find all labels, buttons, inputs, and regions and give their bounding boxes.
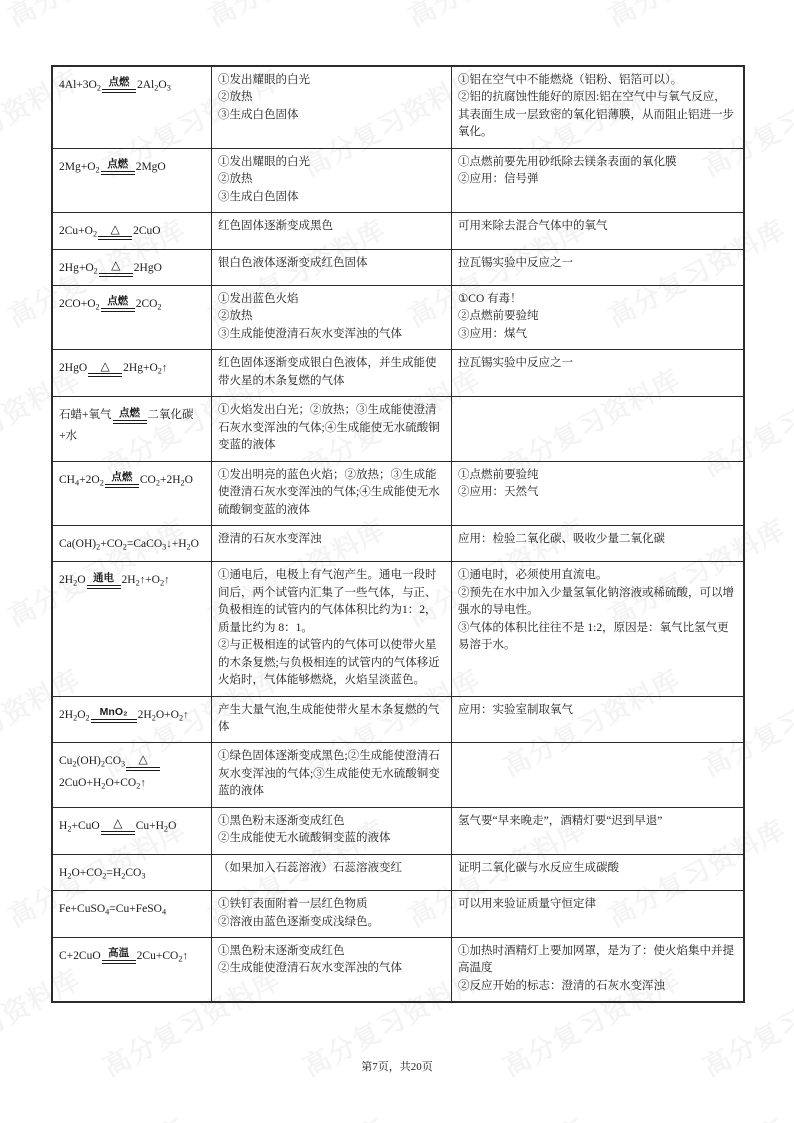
phenomenon-line: ③生成白色固体: [218, 108, 299, 121]
note-line: ①点燃前要验纯: [458, 468, 539, 481]
note-line: 可以用来验证质量守恒定律: [458, 898, 596, 911]
phenomenon-line: ①绿色固体逐渐变成黑色;②生成能使澄清石灰水变浑浊的气体;③生成能使无水硫酸铜变蓝的液体: [218, 750, 440, 798]
note-cell: [452, 807, 744, 854]
note-line: 拉瓦锡实验中反应之一: [458, 256, 573, 269]
phenomenon-line: ②溶液由蓝色逐渐变成浅绿色。: [218, 915, 379, 928]
phenomenon-line: ①黑色粉末逐渐变成红色: [218, 945, 345, 957]
table-row: [53, 807, 744, 854]
note-cell: [452, 67, 744, 149]
note-cell: [452, 696, 744, 743]
note-line: ①加热时酒精灯上要加网罩，是为了：使火焰集中并提高温度: [458, 945, 734, 975]
equation-cell: [53, 350, 212, 397]
table-row: [53, 285, 744, 349]
phenomenon-cell: [212, 891, 452, 938]
reaction-condition: 点燃: [101, 159, 135, 175]
equation-cell: [53, 891, 212, 938]
note-line: ②预先在水中加入少量氢氧化钠溶液或稀硫酸，可以增强水的导电性。: [458, 586, 734, 617]
table-row: [53, 148, 744, 212]
table-row: [53, 854, 744, 890]
reaction-equation: $4Al+3O_2$ 点燃 $2Al_2O_3$: [59, 76, 171, 93]
phenomenon-cell: [212, 148, 452, 212]
phenomenon-cell: [212, 696, 452, 743]
phenomenon-line: ①发出明亮的蓝色火焰；②放热；③生成能使澄清石灰水变浑浊的气体;④生成能使无水硫酸铜变蓝的液体: [218, 468, 440, 516]
phenomenon-line: 红色固体逐渐变成银白色液体，并生成能使带火星的木条复燃的气体: [218, 357, 437, 387]
note-cell: [452, 938, 744, 1002]
phenomenon-cell: [212, 67, 452, 149]
table-row: [53, 213, 744, 249]
table-row: [53, 525, 744, 561]
reaction-condition: △: [88, 360, 122, 378]
phenomenon-line: ①黑色粉末逐渐变成红色: [218, 814, 345, 827]
reaction-equation: $H_2O+CO_2=H_2CO_3$: [59, 866, 146, 881]
phenomenon-line: ①发出耀眼的白光: [218, 155, 310, 168]
equation-cell: [53, 67, 212, 149]
phenomenon-line: ①铁钉表面附着一层红色物质: [218, 898, 368, 911]
phenomenon-cell: [212, 461, 452, 525]
table-row: [53, 461, 744, 525]
note-cell: [452, 350, 744, 397]
reaction-condition: △: [126, 753, 160, 771]
phenomenon-cell: [212, 213, 452, 249]
phenomenon-line: ②生成能使无水硫酸铜变蓝的液体: [218, 832, 391, 845]
note-cell: [452, 397, 744, 461]
phenomenon-cell: [212, 938, 452, 1002]
reaction-condition: MnO₂: [91, 707, 137, 723]
table-row: [53, 696, 744, 743]
equation-cell: [53, 213, 212, 249]
note-cell: [452, 562, 744, 696]
reaction-equation: 2HgO △ $2Hg+O_2↑$: [59, 358, 168, 376]
table-row: [53, 891, 744, 938]
note-line: 应用：实验室制取氧气: [458, 703, 573, 716]
note-line: ①CO 有毒！: [458, 292, 522, 305]
phenomenon-cell: [212, 854, 452, 890]
reaction-condition: 高温: [102, 948, 136, 964]
equation-cell: [53, 562, 212, 696]
phenomenon-line: ②生成能使澄清石灰水变浑浊的气体: [218, 962, 402, 975]
reaction-equation: $2Cu+O_2$ △ 2CuO: [59, 221, 161, 239]
note-line: ①铝在空气中不能燃烧（铝粉、铝箔可以）。: [458, 74, 683, 86]
note-line: ③气体的体积比往往不是 1:2，原因是：氧气比氢气更易溶于水。: [458, 621, 729, 652]
phenomenon-line: ②放热: [218, 173, 253, 186]
phenomenon-cell: [212, 562, 452, 696]
phenomenon-line: ①发出蓝色火焰: [218, 292, 299, 305]
note-cell: [452, 148, 744, 212]
note-line: 拉瓦锡实验中反应之一: [458, 357, 573, 370]
equation-cell: [53, 285, 212, 349]
table-row: [53, 397, 744, 461]
note-line: ②应用：天然气: [458, 486, 539, 499]
note-cell: [452, 213, 744, 249]
equation-cell: [53, 525, 212, 561]
phenomenon-line: ①发出耀眼的白光: [218, 74, 310, 86]
note-cell: [452, 891, 744, 938]
phenomenon-cell: [212, 397, 452, 461]
table-row: [53, 938, 744, 1002]
reaction-equation: $CH_4+2O_2$ 点燃 $CO_2+2H_2O$: [59, 470, 193, 487]
phenomenon-line: 银白色液体逐渐变成红色固体: [218, 256, 368, 269]
phenomenon-line: 红色固体逐渐变成黑色: [218, 220, 333, 233]
phenomenon-cell: [212, 807, 452, 854]
phenomenon-line: 澄清的石灰水变浑浊: [218, 532, 322, 545]
reaction-condition: 点燃: [105, 472, 139, 488]
phenomenon-cell: [212, 743, 452, 807]
reaction-condition: 点燃: [102, 77, 136, 93]
note-line: 可用来除去混合气体中的氧气: [458, 220, 608, 233]
phenomenon-line: ②放热: [218, 310, 253, 323]
phenomenon-line: ③生成能使澄清石灰水变浑浊的气体: [218, 327, 402, 340]
reaction-equation: $Cu_2(OH)_2CO_3$ △ $2CuO+H_2O+CO_2↑$: [59, 751, 205, 794]
chemical-reactions-table: [52, 66, 744, 1002]
note-line: 应用：检验二氧化碳、吸收少量二氧化碳: [458, 532, 665, 545]
phenomenon-cell: [212, 249, 452, 285]
phenomenon-line: ②与正极相连的试管内的气体可以使带火星的木条复燃;与负极相连的试管内的气体移近火焰时，气体能够燃烧，火焰呈淡蓝色。: [218, 639, 440, 687]
note-line: ②点燃前要验纯: [458, 310, 539, 323]
note-line: ②反应开始的标志：澄清的石灰水变浑浊: [458, 979, 665, 992]
phenomenon-cell: [212, 350, 452, 397]
reaction-equation: $Ca(OH)_2+CO_2=CaCO_3↓+H_2O$: [59, 537, 199, 552]
note-cell: [452, 249, 744, 285]
note-cell: [452, 525, 744, 561]
reaction-equation: 石蜡+氧气 点燃 二氧化碳+水: [59, 406, 194, 443]
note-cell: [452, 285, 744, 349]
note-line: 证明二氧化碳与水反应生成碳酸: [458, 861, 619, 874]
reaction-equation: C+2CuO 高温 $2Cu+CO_2↑$: [59, 947, 188, 964]
phenomenon-cell: [212, 285, 452, 349]
table-row: [53, 350, 744, 397]
reaction-condition: 点燃: [101, 296, 135, 312]
equation-cell: [53, 696, 212, 743]
equation-cell: [53, 249, 212, 285]
equation-cell: [53, 807, 212, 854]
note-line: ①点燃前要先用砂纸除去镁条表面的氧化膜: [458, 155, 677, 168]
page-footer: 第7页，共20页: [361, 1061, 433, 1073]
reaction-condition: 通电: [87, 573, 121, 589]
note-line: 氢气要“早来晚走”，酒精灯要“迟到早退”: [458, 814, 663, 827]
equation-cell: [53, 397, 212, 461]
phenomenon-cell: [212, 525, 452, 561]
note-cell: [452, 743, 744, 807]
reaction-condition: △: [101, 817, 135, 835]
note-line: ①通电时，必须使用直流电。: [458, 569, 608, 582]
note-line: ②铝的抗腐蚀性能好的原因:铝在空气中与氧气反应，其表面生成一层致密的氧化铝薄膜，从而阻止铝进一步氧化。: [458, 91, 734, 139]
reaction-equation: $2Mg+O_2$ 点燃 2MgO: [59, 158, 166, 175]
reaction-equation: $2CO+O_2$ 点燃 $2CO_2$: [59, 295, 162, 312]
reaction-equation: Fe+CuSO$_4$=Cu+FeSO$_4$: [59, 903, 167, 917]
reaction-condition: 点燃: [113, 408, 147, 424]
table-row: [53, 562, 744, 696]
equation-cell: [53, 461, 212, 525]
equation-cell: [53, 148, 212, 212]
reaction-equation: $H_2+CuO$ △ $Cu+H_2O$: [59, 816, 177, 834]
reaction-condition: △: [98, 223, 132, 241]
phenomenon-line: 产生大量气泡,生成能使带火星木条复燃的气体: [218, 703, 440, 733]
note-cell: [452, 461, 744, 525]
table-row: [53, 67, 744, 149]
phenomenon-line: ③生成白色固体: [218, 190, 299, 203]
reaction-condition: △: [99, 259, 133, 277]
table-row: [53, 743, 744, 807]
table-body: [53, 67, 744, 1002]
equation-cell: [53, 938, 212, 1002]
phenomenon-line: ①火焰发出白光；②放热；③生成能使澄清石灰水变浑浊的气体;④生成能使无水硫酸铜变蓝的液体: [218, 404, 440, 452]
reaction-equation: $2H_2O_2$ MnO₂ $2H_2O+O_2↑$: [59, 705, 189, 722]
reaction-equation: $2Hg+O_2$ △ 2HgO: [59, 258, 162, 275]
note-line: ②应用：信号弹: [458, 173, 539, 186]
phenomenon-line: ②放热: [218, 91, 253, 104]
phenomenon-line: ①通电后，电极上有气泡产生。通电一段时间后，两个试管内汇集了一些气体，与正、负极相连的试管内的气体体积比约为1：2，质量比约为 8：1。: [218, 569, 437, 634]
reaction-equation: $2H_2O$ 通电 $2H_2↑+O_2↑$: [59, 571, 170, 588]
table-row: [53, 249, 744, 285]
equation-cell: [53, 743, 212, 807]
phenomenon-line: （如果加入石蕊溶液）石蕊溶液变红: [218, 861, 402, 874]
equation-cell: [53, 854, 212, 890]
note-line: ③应用：煤气: [458, 327, 527, 340]
note-cell: [452, 854, 744, 890]
